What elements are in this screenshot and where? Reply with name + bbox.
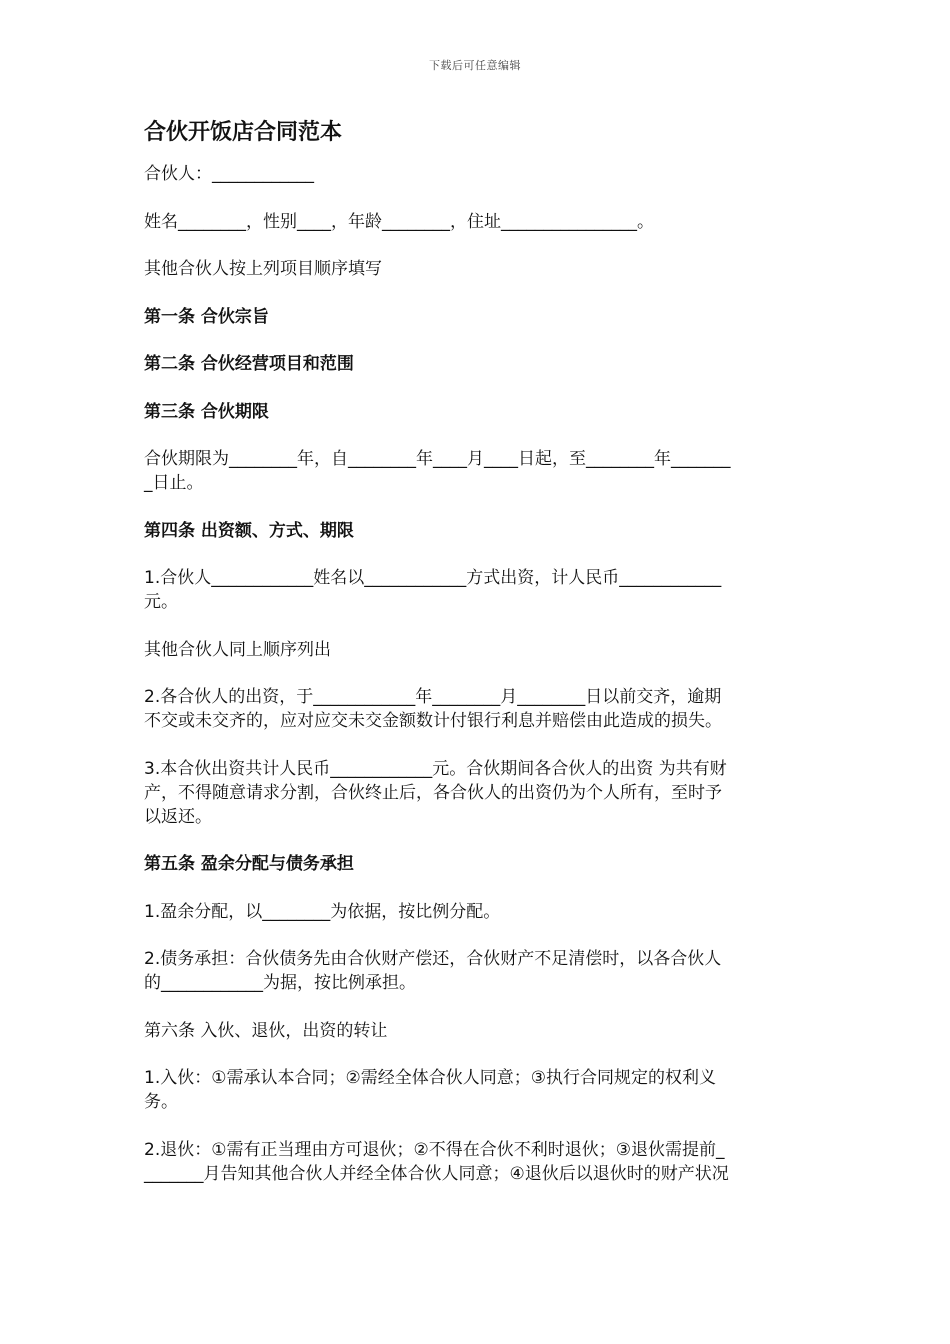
section-heading: 第二条 合伙经营项目和范围 (144, 354, 354, 374)
page-header: 下载后可任意编辑 (429, 59, 521, 72)
paragraph: 3.本合伙出资共计人民币____________元。合伙期间各合伙人的出资 为共有财 产，不得随意请求分割，合伙终止后，各合伙人的出资仍为个人所有，至时予 以返还。 (144, 758, 727, 827)
paragraph: 2.债务承担：合伙债务先由合伙财产偿还，合伙财产不足清偿时，以各合伙人 的____________为据，按比例承担。 (144, 949, 722, 993)
section-heading: 第三条 合伙期限 (144, 401, 269, 422)
paragraph: 2.各合伙人的出资，于____________年________月________日以前交齐，逾期 不交或未交齐的，应对应交未交金额数计付银行利息并赔偿由此造成的损失。 (144, 687, 722, 731)
paragraph: 1.合伙人____________姓名以____________方式出资，计人民币____________ 元。 (144, 568, 722, 612)
section-heading: 第四条 出资额、方式、期限 (144, 520, 354, 541)
document-title: 合伙开饭店合同范本 (144, 120, 343, 145)
paragraph: 姓名________，性别____，年龄________，住址________________。 (144, 211, 654, 232)
document-body (144, 118, 808, 1209)
paragraph: 1.入伙：①需承认本合同；②需经全体合伙人同意；③执行合同规定的权利义 务。 (144, 1068, 716, 1112)
section-heading: 第五条 盈余分配与债务承担 (144, 854, 354, 874)
paragraph-list (144, 162, 808, 1186)
section-heading: 第一条 合伙宗旨 (144, 306, 269, 327)
paragraph: 其他合伙人按上列项目顺序填写 (144, 259, 382, 279)
paragraph: 合伙期限为________年，自________年____月____日起，至________年_______ _日止。 (144, 449, 731, 493)
paragraph: 1.盈余分配，以________为依据，按比例分配。 (144, 901, 501, 922)
paragraph: 其他合伙人同上顺序列出 (144, 639, 331, 660)
paragraph: 第六条 入伙、退伙，出资的转让 (144, 1020, 388, 1041)
paragraph: 2.退伙：①需有正当理由方可退伙；②不得在合伙不利时退伙；③退伙需提前_ _______月告知其他合伙人并经全体合伙人同意；④退伙后以退伙时的财产状况 (144, 1139, 729, 1184)
paragraph: 合伙人：____________ (144, 164, 314, 184)
